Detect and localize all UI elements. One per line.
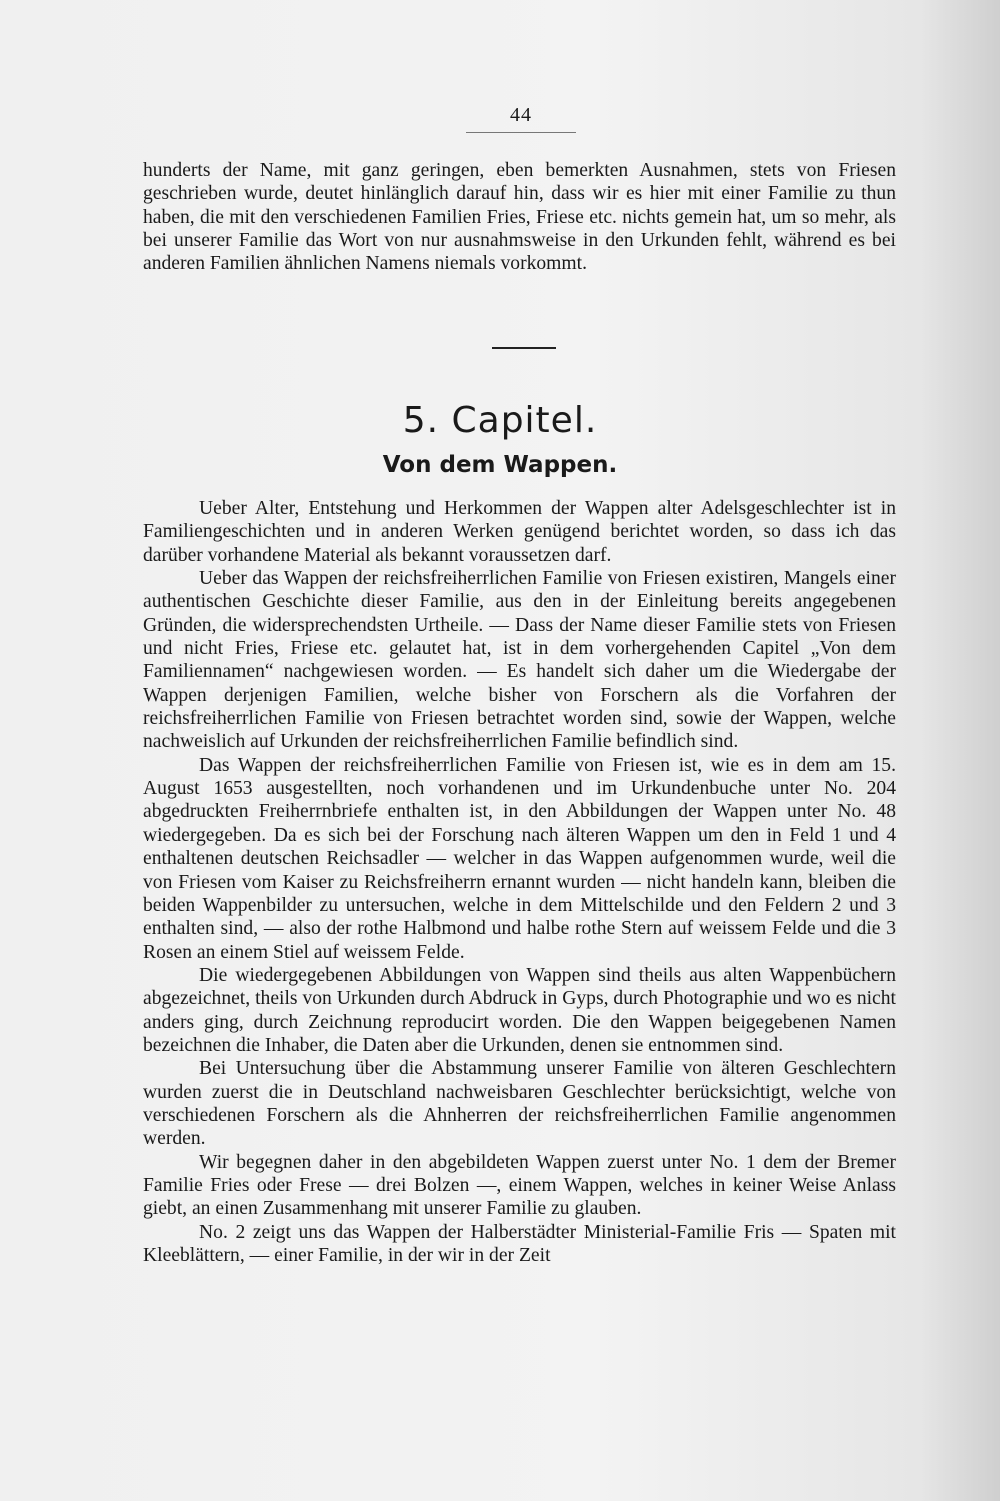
paragraph-7: No. 2 zeigt uns das Wappen der Halberstädter Ministerial-Familie Fris — Spaten mit Kleeblättern, — einer Familie, in der wir in der Zeit — [143, 1221, 896, 1266]
chapter-body — [143, 497, 896, 1267]
chapter-title: 5. Capitel. — [402, 400, 598, 441]
paragraph-6: Wir begegnen daher in den abgebildeten Wappen zuerst unter No. 1 dem der Bremer Familie Fries oder Frese — drei Bolzen —, einem Wappen, welches in keiner Weise Anlass giebt, an einen Zusammenhang mit unserer Familie zu glauben. — [143, 1151, 896, 1220]
paragraph-3: Das Wappen der reichsfreiherrlichen Familie von Friesen ist, wie es in dem am 15. August 1653 ausgestellten, noch vorhandenen und im Urkundenbuche unter No. 204 abgedruckten Freiherrnbriefe enthalten ist, in den Abbildungen der Wappen unter No. 48 wiedergegeben. Da es sich bei der Forschung nach älteren Wappen um den in Feld 1 und 4 enthaltenen deutschen Reichsadler — welcher in das Wappen aufgenommen wurde, weil die von Friesen vom Kaiser zu Reichsfreiherrn ernannt wurden — nicht handeln kann, bleiben die beiden Wappenbilder zu untersuchen, welche in dem Mittelschilde und den Feldern 2 und 3 enthalten sind, — also der rothe Halbmond und halbe rothe Stern auf weissem Felde und die 3 Rosen an einem Stiel auf weissem Felde. — [143, 754, 896, 963]
paragraph-4: Die wiedergegebenen Abbildungen von Wappen sind theils aus alten Wappenbüchern abgezeichnet, theils von Urkunden durch Abdruck in Gyps, durch Photographie und wo es nicht anders ging, durch Zeichnung reproducirt worden. Die den Wappen beigegebenen Namen bezeichnen die Inhaber, die Daten aber die Urkunden, denen sie entnommen sind. — [143, 964, 896, 1056]
paragraph-2: Ueber das Wappen der reichsfreiherrlichen Familie von Friesen existiren, Mangels einer authentischen Geschichte dieser Familie, aus den in der Einleitung bereits angegebenen Gründen, die widersprechendsten Urtheile. — Dass der Name dieser Familie stets von Friesen und nicht Fries, Friese etc. gelautet hat, ist in dem vorhergehenden Capitel „Von dem Familiennamen“ nachgewiesen worden. — Es handelt sich daher um die Wiedergabe der Wappen derjenigen Familien, welche bisher von Forschern als die Vorfahren der reichsfreiherrlichen Familie von Friesen betrachtet worden sind, sowie der Wappen, welche nachweislich auf Urkunden der reichsfreiherrlichen Familie befindlich sind. — [143, 568, 896, 753]
section-divider — [492, 347, 556, 349]
page-number: 44 — [510, 104, 532, 126]
chapter-subtitle: Von dem Wappen. — [382, 452, 618, 478]
paragraph-5: Bei Untersuchung über die Abstammung unserer Familie von älteren Geschlechtern wurden zuerst die in Deutschland nachweisbaren Geschlechter berücksichtigt, welche von verschiedenen Forschern als die Ahnherren der reichsfreiherrlichen Familie angenommen werden. — [143, 1058, 896, 1150]
page-number-rule — [466, 132, 576, 133]
opening-paragraph: hunderts der Name, mit ganz geringen, eben bemerkten Ausnahmen, stets von Friesen geschrieben wurde, deutet hinlänglich darauf hin, dass wir es hier mit einer Familie zu thun haben, die mit den verschiedenen Familien Fries, Friese etc. nichts gemein hat, um so mehr, als bei unserer Familie das Wort von nur ausnahmsweise in den Urkunden fehlt, während es bei anderen Familien ähnlichen Namens niemals vorkommt. — [143, 160, 896, 275]
paragraph-1: Ueber Alter, Entstehung und Herkommen der Wappen alter Adelsgeschlechter ist in Familiengeschichten und in anderen Werken genügend berichtet worden, so dass ich das darüber vorhandene Material als bekannt voraussetzen darf. — [143, 498, 896, 566]
opening-paragraph-block — [143, 159, 896, 276]
